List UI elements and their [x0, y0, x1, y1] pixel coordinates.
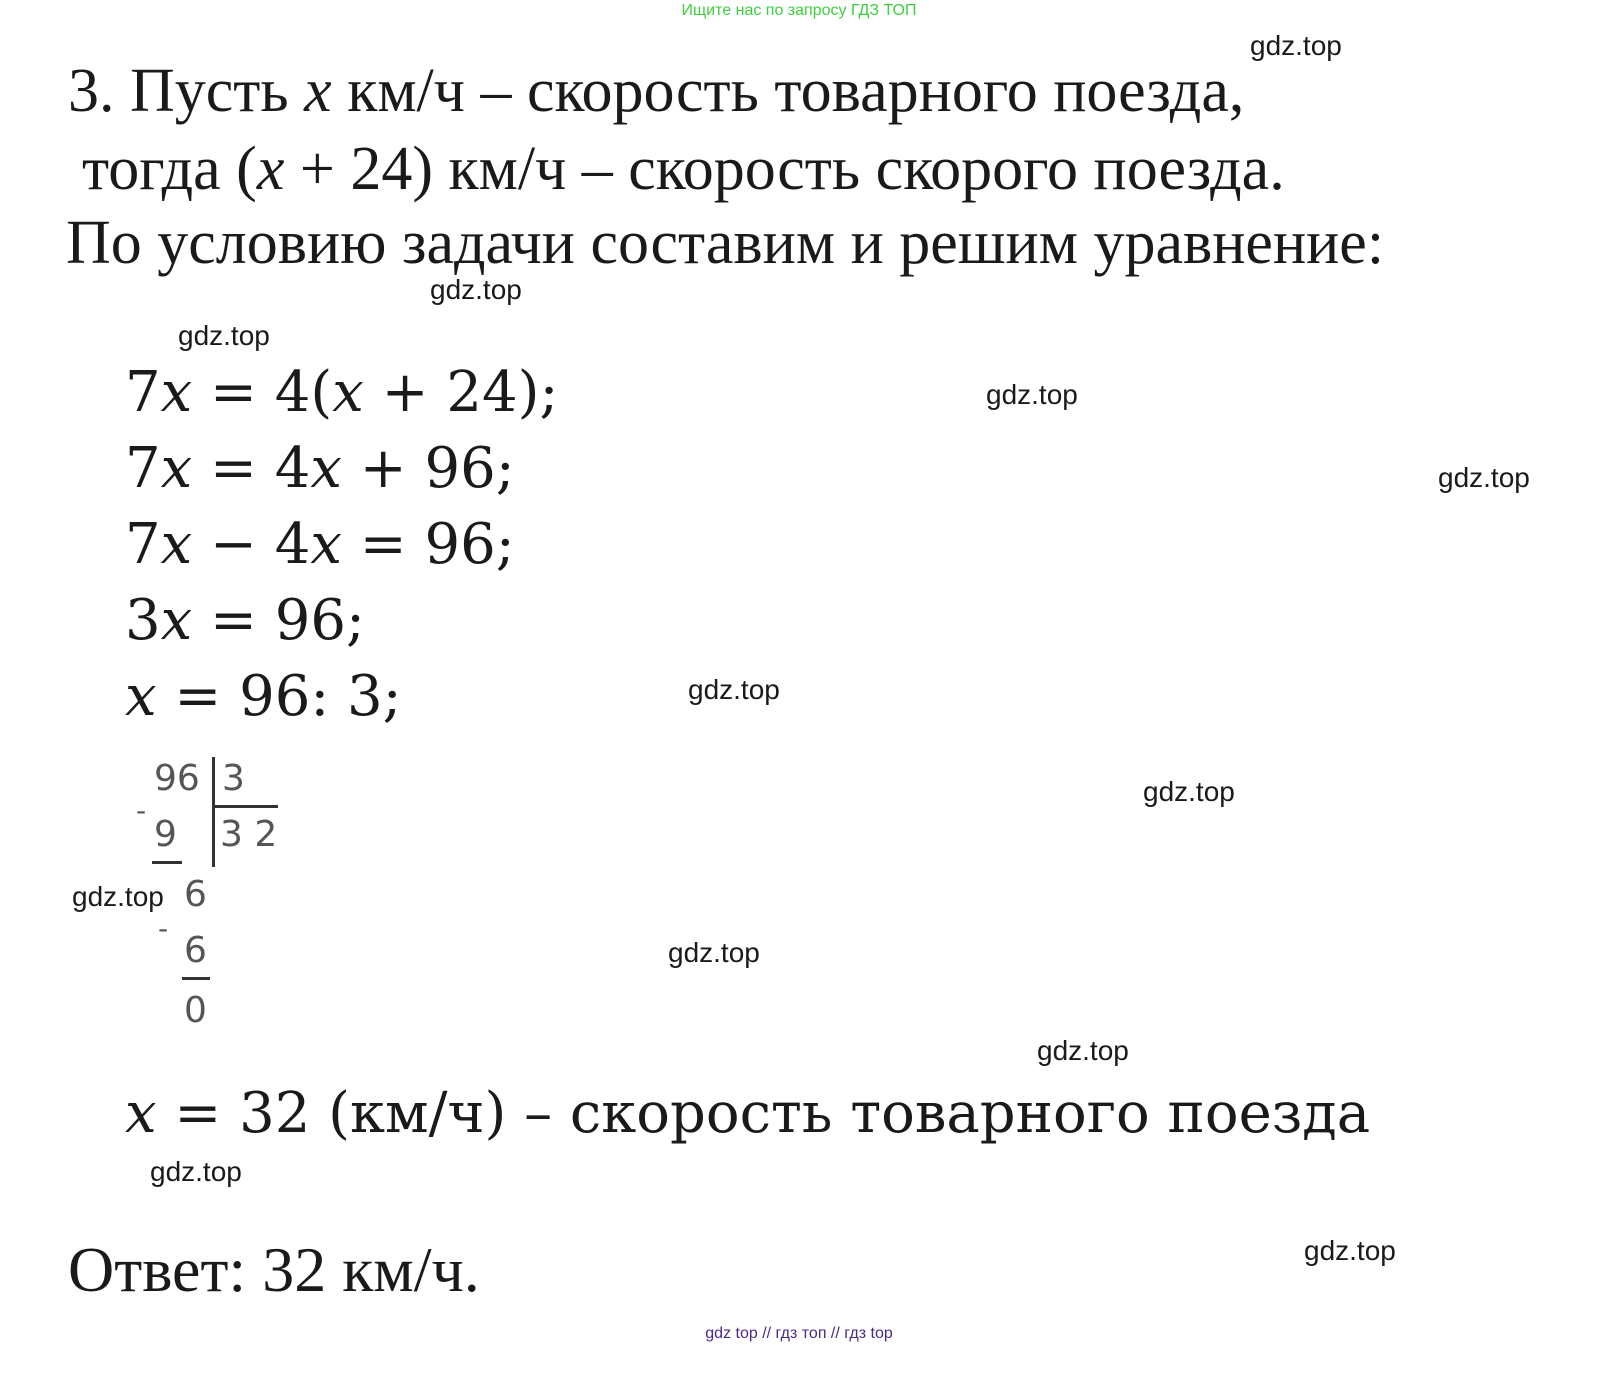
division-vertical-rule [212, 757, 215, 867]
problem-text-2a: тогда ( [82, 135, 257, 203]
eq-coef: 3 [125, 588, 161, 653]
watermark: gdz.top [1250, 30, 1342, 61]
eq-coef: 7 [125, 512, 161, 577]
eq-coef: 7 [125, 360, 161, 425]
eq-var: x [160, 436, 193, 501]
final-remainder: 0 [184, 990, 207, 1031]
division-horizontal-rule [214, 805, 278, 808]
eq-var: x [125, 664, 157, 729]
watermark: gdz.top [668, 937, 760, 968]
equation-2 [125, 436, 515, 501]
search-banner: Ищите нас по запросу ГДЗ ТОП [681, 2, 917, 19]
minus-sign-2: - [158, 912, 169, 945]
equation-5 [125, 664, 402, 729]
eq-var: x [310, 436, 342, 501]
result-text: = 32 (км/ч) – скорость товарного поезда [156, 1081, 1371, 1146]
watermark: gdz.top [986, 379, 1078, 410]
eq-var: x [160, 360, 193, 425]
watermark: gdz.top [1143, 776, 1235, 807]
eq-var: x [310, 512, 342, 577]
variable-x: x [256, 135, 285, 203]
eq-text: + 96; [341, 436, 515, 501]
eq-var: x [160, 588, 193, 653]
eq-var: x [160, 512, 193, 577]
problem-text-1a: Пусть [130, 57, 289, 125]
problem-number: 3. [68, 57, 115, 125]
result-line [125, 1081, 1371, 1146]
watermark: gdz.top [178, 320, 270, 351]
minus-sign-1: - [136, 794, 147, 827]
remainder-1: 6 [184, 874, 207, 915]
problem-line-1 [68, 57, 1245, 125]
equation-1 [125, 360, 559, 425]
watermark: gdz.top [150, 1156, 242, 1187]
eq-var: x [332, 360, 364, 425]
problem-text-2b: + 24) км/ч – скорость скорого поезда. [299, 135, 1285, 203]
variable-x: x [304, 57, 332, 125]
dividend: 96 [154, 758, 200, 799]
subtrahend-2: 6 [184, 930, 207, 971]
watermark: gdz.top [688, 674, 780, 705]
watermark: gdz.top [72, 881, 164, 912]
eq-text: = 4 [192, 436, 311, 501]
watermark: gdz.top [1438, 462, 1530, 493]
problem-line-2 [82, 135, 1285, 203]
answer-line: Ответ: 32 км/ч. [68, 1234, 480, 1305]
divisor: 3 [222, 758, 245, 799]
quotient: 3 2 [220, 814, 278, 855]
eq-text: + 24); [363, 360, 559, 425]
subtraction-rule-1 [152, 861, 182, 864]
equation-4 [125, 588, 365, 653]
subtraction-rule-2 [182, 977, 210, 980]
eq-text: = 96; [341, 512, 515, 577]
eq-text: = 4( [192, 360, 333, 425]
subtrahend-1: 9 [154, 814, 177, 855]
eq-var: x [125, 1081, 157, 1146]
eq-text: = 96: 3; [156, 664, 402, 729]
watermark: gdz.top [1037, 1035, 1129, 1066]
eq-coef: 7 [125, 436, 161, 501]
problem-line-3: По условию задачи составим и решим уравнение: [66, 209, 1385, 277]
footer-links: gdz top // гдз топ // гдз top [705, 1325, 893, 1342]
eq-text: − 4 [192, 512, 311, 577]
watermark: gdz.top [430, 274, 522, 305]
watermark: gdz.top [1304, 1235, 1396, 1266]
problem-text-1b: км/ч – скорость товарного поезда, [347, 57, 1245, 125]
equation-3 [125, 512, 515, 577]
eq-text: = 96; [192, 588, 365, 653]
